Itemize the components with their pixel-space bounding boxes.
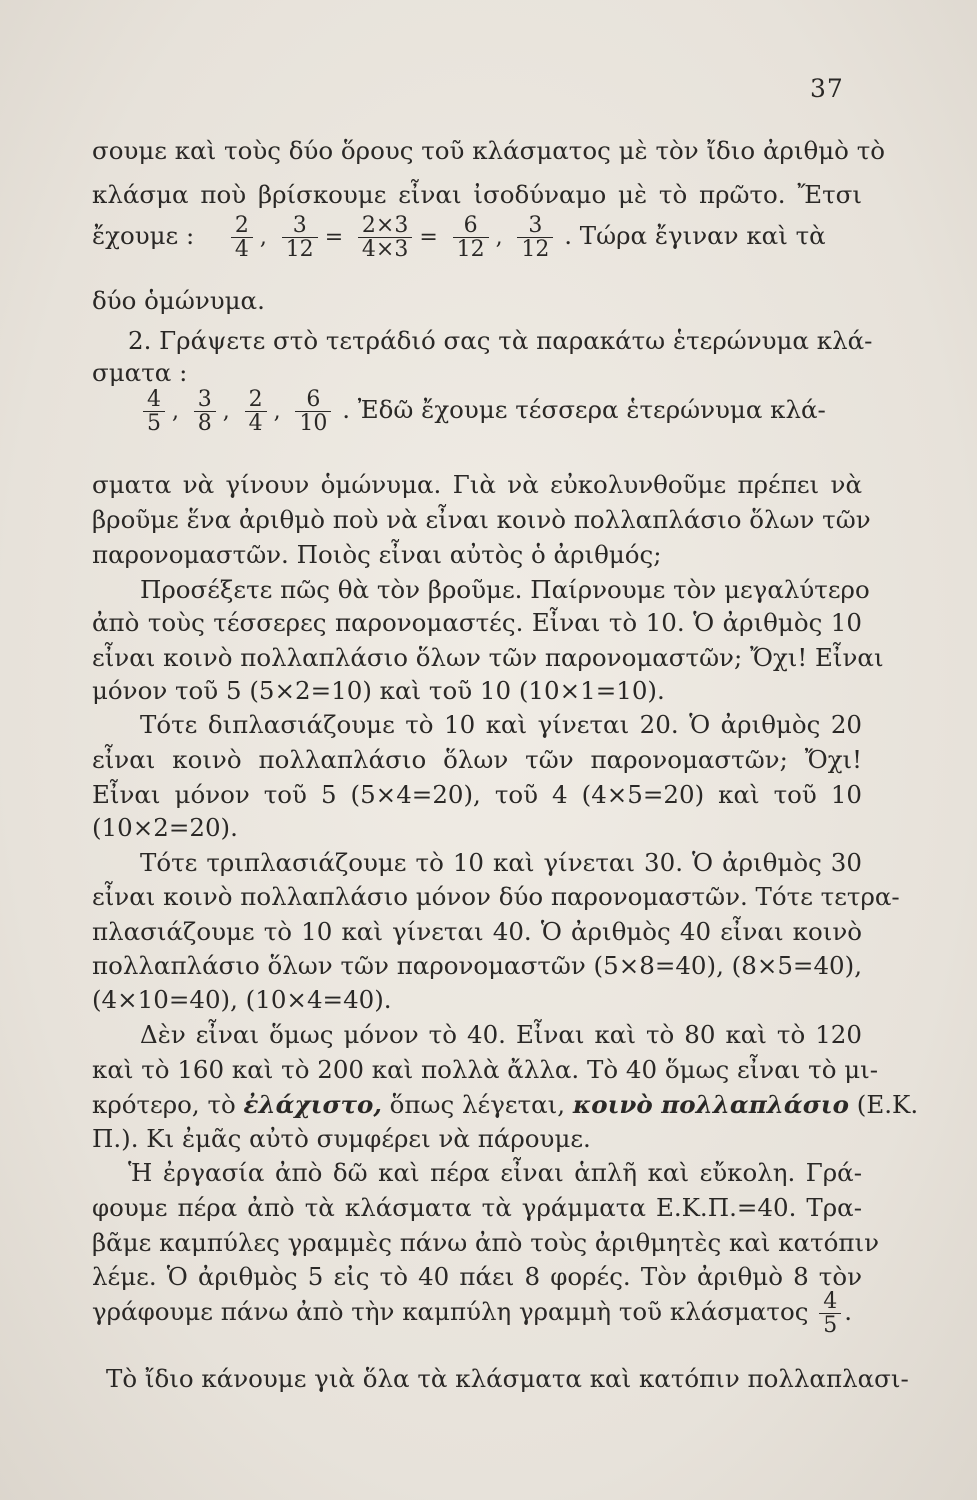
- numerator: 4: [147, 387, 161, 412]
- numerator: 3: [292, 213, 307, 238]
- numerator: 6: [306, 387, 321, 412]
- text-segment: . Ἐδῶ ἔχουμε τέσσερα ἑτερώνυμα κλά-: [342, 395, 826, 425]
- fraction-line: γράφουμε πάνω ἀπὸ τὴν καμπύλη γραμμὴ τοῦ κλάσματος $\frac{4}{5}$ .: [92, 1289, 853, 1339]
- numerator: 3: [528, 213, 543, 238]
- denominator: 4×3: [358, 237, 412, 261]
- numerator: 2: [248, 387, 263, 412]
- text-line: φουμε πέρα ἀπὸ τὰ κλάσματα τὰ γράμματα Ε.Κ.Π.=40. Τρα-: [92, 1193, 862, 1222]
- text-line: πολλαπλάσιο ὅλων τῶν παρονομαστῶν (5×8=40), (8×5=40),: [92, 951, 862, 980]
- text-line: εἶναι κοινὸ πολλαπλάσιο ὅλων τῶν παρονομαστῶν; Ὄχι!: [92, 745, 862, 774]
- text-line: ἀπὸ τοὺς τέσσερες παρονομαστές. Εἶναι τὸ 10. Ὁ ἀριθμὸς 10: [92, 608, 862, 637]
- text-line: Ἡ ἐργασία ἀπὸ δῶ καὶ πέρα εἶναι ἁπλῆ καὶ εὔκολη. Γρά-: [128, 1158, 862, 1187]
- text-line: εἶναι κοινὸ πολλαπλάσιο μόνον δύο παρονομαστῶν. Τότε τετρα-: [92, 882, 900, 911]
- text-line: σματα νὰ γίνουν ὁμώνυμα. Γιὰ νὰ εὐκολυνθοῦμε πρέπει νὰ: [92, 470, 862, 499]
- emphasis-text: ἐλάχιστο,: [243, 1090, 382, 1119]
- denominator: 5: [143, 411, 165, 435]
- fraction: [231, 214, 253, 261]
- fraction: [245, 388, 267, 435]
- numerator: 2: [234, 213, 249, 238]
- fraction: [282, 214, 318, 261]
- text-line: Τότε τριπλασιάζουμε τὸ 10 καὶ γίνεται 30. Ὁ ἀριθμὸς 30: [140, 848, 862, 877]
- denominator: 8: [194, 411, 216, 435]
- denominator: 5: [819, 1313, 841, 1337]
- fraction: [517, 214, 553, 261]
- text-line: βροῦμε ἕνα ἀριθμὸ ποὺ νὰ εἶναι κοινὸ πολλαπλάσιο ὅλων τῶν: [92, 505, 871, 534]
- numerator: 4: [823, 1289, 838, 1314]
- text-line: λέμε. Ὁ ἀριθμὸς 5 εἰς τὸ 40 πάει 8 φορές. Τὸν ἀριθμὸ 8 τὸν: [92, 1262, 862, 1291]
- text-line: 2. Γράψετε στὸ τετράδιό σας τὰ παρακάτω ἑτερώνυμα κλά-: [128, 326, 873, 355]
- text-segment: κρότερο, τὸ: [92, 1090, 236, 1119]
- text-line: παρονομαστῶν. Ποιὸς εἶναι αὐτὸς ὁ ἀριθμός;: [92, 540, 662, 569]
- denominator: 4: [245, 411, 267, 435]
- text-line: Τὸ ἴδιο κάνουμε γιὰ ὅλα τὰ κλάσματα καὶ κατόπιν πολλαπλασι-: [106, 1364, 909, 1393]
- text-line: πλασιάζουμε τὸ 10 καὶ γίνεται 40. Ὁ ἀριθμὸς 40 εἶναι κοινὸ: [92, 917, 862, 946]
- text-segment: (Ε.Κ.: [856, 1090, 919, 1119]
- numerator: 3: [197, 387, 212, 412]
- text-segment: ἔχουμε :: [92, 221, 195, 251]
- text-line: κλάσμα ποὺ βρίσκουμε εἶναι ἰσοδύναμο μὲ τὸ πρῶτο. Ἔτσι: [92, 180, 862, 209]
- text-segment: . Τώρα ἔγιναν καὶ τὰ: [564, 221, 826, 251]
- denominator: 4: [231, 237, 253, 261]
- fraction-line: $\frac{4}{5}$ , $\frac{3}{8}$ , $\frac{2}{4}$ , $\frac{6}{10}$ . Ἐδῶ ἔχουμε τέσσερα ἑτερώνυμα κλά-: [140, 388, 826, 435]
- denominator: 12: [517, 237, 553, 261]
- fraction: [295, 388, 331, 435]
- text-line: καὶ τὸ 160 καὶ τὸ 200 καὶ πολλὰ ἄλλα. Τὸ 40 ὅμως εἶναι τὸ μι-: [92, 1055, 879, 1084]
- text-segment: γράφουμε πάνω ἀπὸ τὴν καμπύλη γραμμὴ τοῦ κλάσματος: [92, 1297, 809, 1327]
- denominator: 12: [282, 237, 318, 261]
- numerator: 6: [463, 213, 478, 238]
- text-line: Εἶναι μόνον τοῦ 5 (5×4=20), τοῦ 4 (4×5=20) καὶ τοῦ 10: [92, 780, 862, 809]
- text-segment: ὅπως λέγεται,: [389, 1090, 566, 1119]
- fraction: [358, 214, 412, 261]
- text-line: [92, 1090, 919, 1119]
- text-line: (4×10=40), (10×4=40).: [92, 985, 392, 1014]
- fraction: [453, 214, 489, 261]
- fraction: [194, 388, 216, 435]
- text-line: βᾶμε καμπύλες γραμμὲς πάνω ἀπὸ τοὺς ἀριθμητὲς καὶ κατόπιν: [92, 1228, 880, 1257]
- page-number: 37: [810, 74, 844, 103]
- denominator: 10: [295, 411, 331, 435]
- fraction: [143, 388, 165, 435]
- text-line: σματα :: [92, 358, 188, 387]
- text-line: μόνον τοῦ 5 (5×2=10) καὶ τοῦ 10 (10×1=10).: [92, 676, 665, 705]
- text-line: δύο ὁμώνυμα.: [92, 286, 265, 315]
- text-line: Π.). Κι ἐμᾶς αὐτὸ συμφέρει νὰ πάρουμε.: [92, 1124, 591, 1153]
- text-line: σουμε καὶ τοὺς δύο ὅρους τοῦ κλάσματος μὲ τὸν ἴδιο ἀριθμὸ τὸ: [92, 136, 886, 165]
- text-line: εἶναι κοινὸ πολλαπλάσιο ὅλων τῶν παρονομαστῶν; Ὄχι! Εἶναι: [92, 643, 884, 672]
- text-line: Τότε διπλασιάζουμε τὸ 10 καὶ γίνεται 20. Ὁ ἀριθμὸς 20: [140, 710, 862, 739]
- emphasis-text: κοινὸ πολλαπλάσιο: [572, 1090, 849, 1119]
- text-line: Δὲν εἶναι ὅμως μόνον τὸ 40. Εἶναι καὶ τὸ 80 καὶ τὸ 120: [140, 1020, 862, 1049]
- numerator: 2×3: [361, 213, 409, 238]
- text-line: (10×2=20).: [92, 813, 238, 842]
- fraction-line: ἔχουμε : $\frac{2}{4}$ , $\frac{3}{12}$ = $\frac{2\times 3}{4\times 3}$ = $\frac{6}{12}$ , $\frac{3}{12}$ . Τώρα ἔγιναν καὶ τὰ: [92, 213, 826, 263]
- fraction: [819, 1290, 841, 1337]
- denominator: 12: [453, 237, 489, 261]
- text-line: Προσέξετε πῶς θὰ τὸν βροῦμε. Παίρνουμε τὸν μεγαλύτερο: [140, 575, 870, 604]
